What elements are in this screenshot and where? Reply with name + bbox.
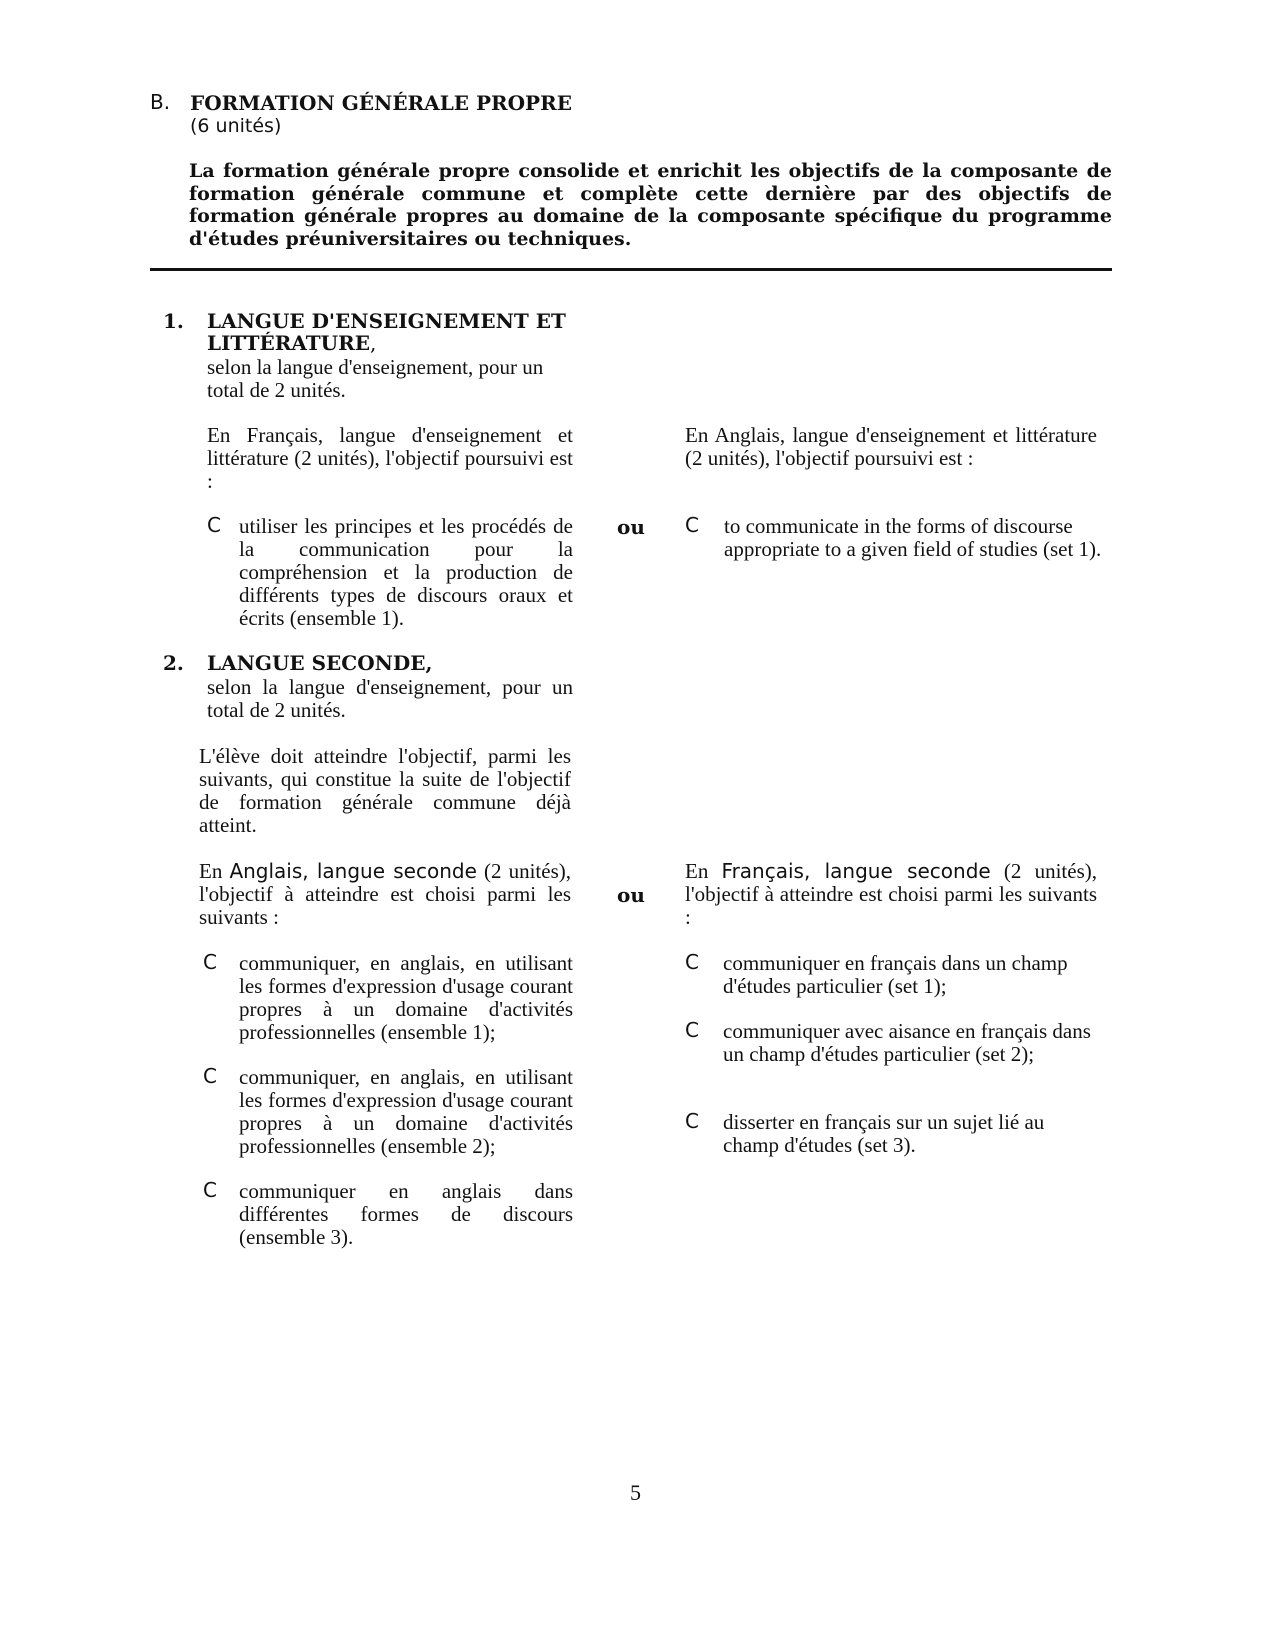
section-intro: La formation générale propre consolide et enrichit les objectifs de la composante de formation générale commune et complète cette dernière par des objectifs de formation générale propres au domaine de la composante spécifique du programme d'études préuniversitaires ou techniques. [189,160,1112,250]
item2-note: L'élève doit atteindre l'objectif, parmi les suivants, qui constitue la suite de l'objectif de formation générale commune déjà atteint. [199,744,571,837]
bullet-icon: C [203,1178,217,1202]
item1-title-line2: LITTÉRATURE [207,331,370,355]
item1-left-intro: En Français, langue d'enseignement et littérature (2 unités), l'objectif poursuivi est : [207,423,573,493]
item2-left-intro-em: Anglais, langue seconde [229,859,477,883]
item1-title-line1: LANGUE D'ENSEIGNEMENT ET [207,309,566,333]
item2-left-bullet: communiquer, en anglais, en utilisant les formes d'expression d'usage courant propres à un domaine d'activités professionnelles (ensemble 1); [239,951,573,1044]
item1-title [207,310,566,354]
item2-left-intro [199,860,571,929]
bullet-icon: C [685,1109,699,1133]
section-units: (6 unités) [190,115,282,137]
item1-right-intro: En Anglais, langue d'enseignement et littérature (2 unités), l'objectif poursuivi est : [685,423,1097,470]
bullet-icon: C [203,1064,217,1088]
section-divider [150,268,1112,271]
bullet-icon: C [207,513,221,537]
item2-desc: selon la langue d'enseignement, pour un total de 2 unités. [207,675,573,722]
item2-number: 2. [163,651,184,675]
item2-left-intro-post: (2 unités), l'objectif à atteindre est choisi parmi les suivants : [199,859,571,929]
section-letter: B. [150,90,171,114]
item1-left-bullet: utiliser les principes et les procédés de la communication pour la compréhension et la production de différents types de discours oraux et écrits (ensemble 1). [239,514,573,630]
item2-right-intro-post: (2 unités), l'objectif à atteindre est choisi parmi les suivants : [685,859,1097,929]
item2-right-intro-em: Français, langue seconde [721,859,991,883]
or-label: ou [617,515,645,539]
item2-left-bullet: communiquer en anglais dans différentes formes de discours (ensemble 3). [239,1179,573,1249]
item1-desc: selon la langue d'enseignement, pour un total de 2 unités. [207,355,544,402]
item2-right-intro-pre: En [685,859,722,883]
item1-right-bullet: to communicate in the forms of discourse appropriate to a given field of studies (set 1). [724,514,1102,561]
item2-right-bullet: communiquer avec aisance en français dans un champ d'études particulier (set 2); [723,1019,1091,1066]
item1-number: 1. [163,309,184,333]
item2-left-intro-pre: En [199,859,230,883]
bullet-icon: C [685,1018,699,1042]
item1-title-comma: , [369,331,377,355]
bullet-icon: C [203,950,217,974]
bullet-icon: C [685,950,699,974]
or-label: ou [617,883,645,907]
page-number: 5 [630,1480,641,1505]
item2-left-bullet: communiquer, en anglais, en utilisant les formes d'expression d'usage courant propres à un domaine d'activités professionnelles (ensemble 2); [239,1065,573,1158]
item2-right-bullet: disserter en français sur un sujet lié au champ d'études (set 3). [723,1110,1045,1157]
item1-title-line2-wrap [207,332,566,354]
item2-right-bullet: communiquer en français dans un champ d'études particulier (set 1); [723,951,1068,998]
bullet-icon: C [685,513,699,537]
item2-title: LANGUE SECONDE, [207,651,433,675]
section-title: FORMATION GÉNÉRALE PROPRE [190,91,572,115]
item2-right-intro [685,860,1097,929]
